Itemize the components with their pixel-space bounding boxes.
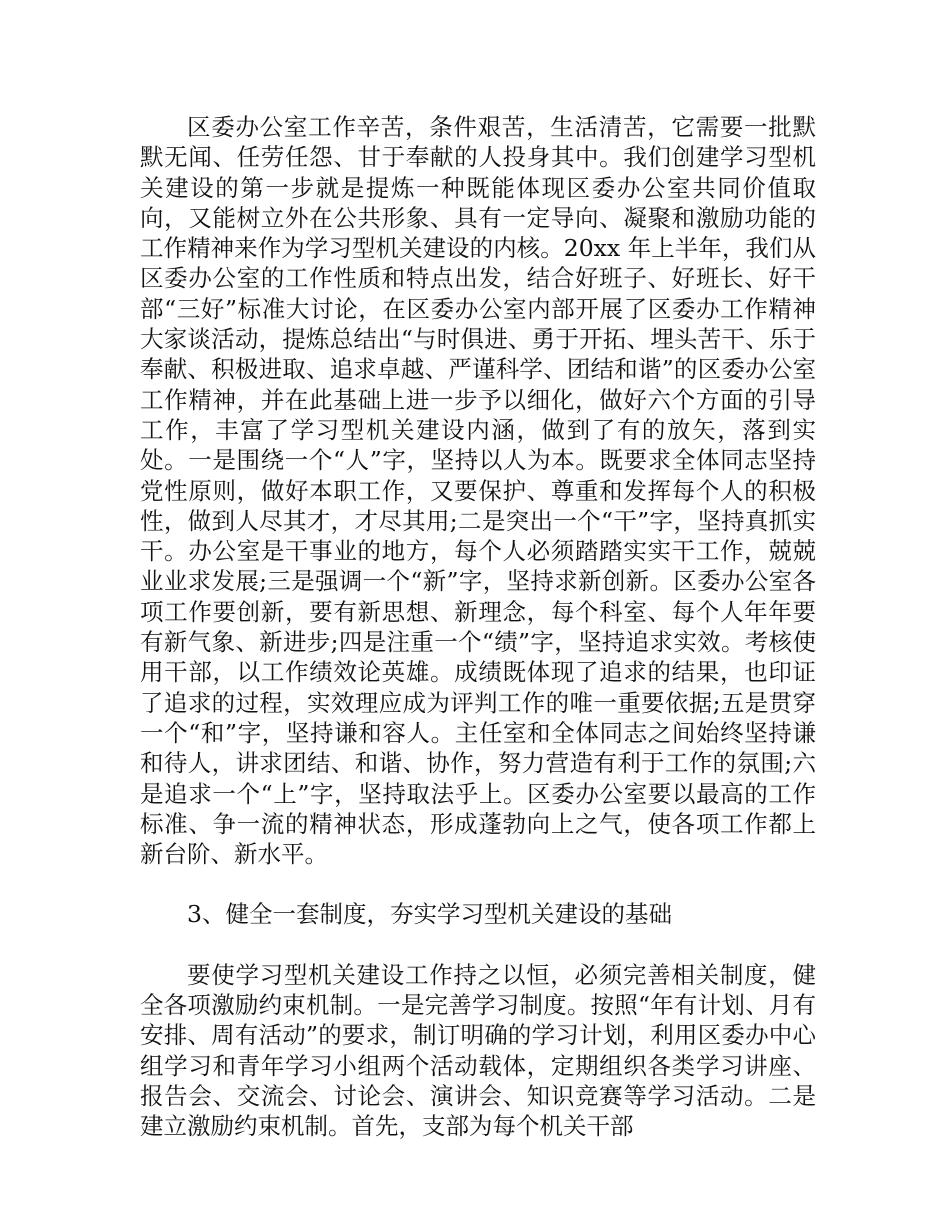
body-paragraph-1: 区委办公室工作辛苦，条件艰苦，生活清苦，它需要一批默默无闻、任劳任怨、甘于奉献的人投身其中。我们创建学习型机关建设的第一步就是提炼一种既能体现区委办公室共同价值取向，又能树立外在公共形象、具有一定导向、凝聚和激励功能的工作精神来作为学习型机关建设的内核。20xx 年上半年，我们从区委办公室的工作性质和特点出发，结合好班子、好班长、好干部“三好”标准大讨论，在区委办公室内部开展了区委办工作精神大家谈活动，提炼总结出“与时俱进、勇于开拓、埋头苦干、乐于奉献、积极进取、追求卓越、严谨科学、团结和谐”的区委办公室工作精神，并在此基础上进一步予以细化，做好六个方面的引导工作，丰富了学习型机关建设内涵，做到了有的放矢，落到实处。一是围绕一个“人”字，坚持以人为本。既要求全体同志坚持党性原则，做好本职工作，又要保护、尊重和发挥每个人的积极性，做到人尽其才，才尽其用;二是突出一个“干”字，坚持真抓实干。办公室是干事业的地方，每个人必须踏踏实实干工作，兢兢业业求发展;三是强调一个“新”字，坚持求新创新。区委办公室各项工作要创新，要有新思想、新理念，每个科室、每个人年年要有新气象、新进步;四是注重一个“绩”字，坚持追求实效。考核使用干部，以工作绩效论英雄。成绩既体现了追求的结果，也印证了追求的过程，实效理应成为评判工作的唯一重要依据;五是贯穿一个“和”字，坚持谦和容人。主任室和全体同志之间始终坚持谦和待人，讲求团结、和谐、协作，努力营造有利于工作的氛围;六是追求一个“上”字，坚持取法乎上。区委办公室要以最高的工作标准、争一流的精神状态，形成蓬勃向上之气，使各项工作都上新台阶、新水平。 [140, 113, 816, 869]
section-heading-3: 3、健全一套制度，夯实学习型机关建设的基础 [187, 900, 672, 929]
body-paragraph-2: 要使学习型机关建设工作持之以恒，必须完善相关制度，健全各项激励约束机制。一是完善学习制度。按照“年有计划、月有安排、周有活动”的要求，制订明确的学习计划，利用区委办中心组学习和青年学习小组两个活动载体，定期组织各类学习讲座、报告会、交流会、讨论会、演讲会、知识竞赛等学习活动。二是建立激励约束机制。首先，支部为每个机关干部 [140, 960, 816, 1141]
document-page [140, 112, 816, 1142]
